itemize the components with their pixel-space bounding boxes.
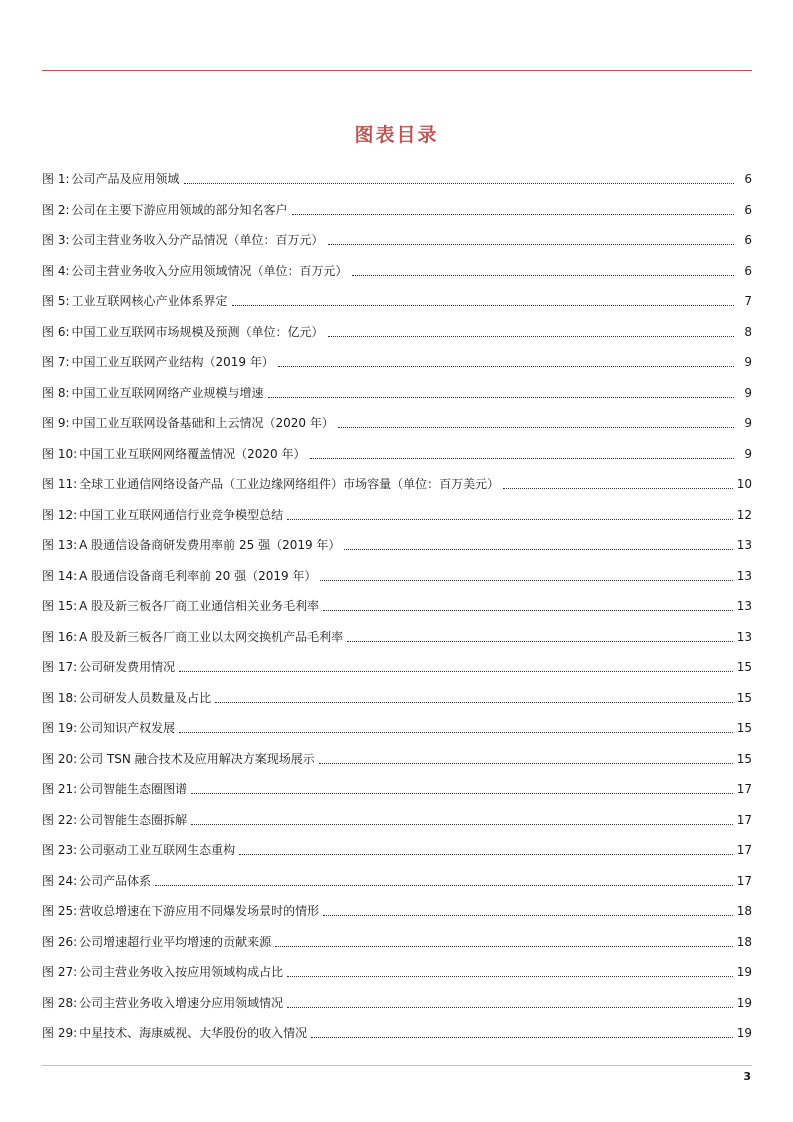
toc-entry-page[interactable]: 9 — [744, 355, 752, 369]
toc-entry[interactable] — [42, 286, 752, 317]
toc-entry-label: 图 22: — [42, 812, 78, 827]
toc-leader-dots — [287, 975, 733, 977]
toc-entry-label: 图 16: — [42, 629, 78, 644]
toc-entry-label: 图 10: — [42, 446, 78, 461]
toc-entry-page[interactable]: 19 — [736, 995, 752, 1010]
toc-leader-dots — [344, 548, 732, 550]
toc-leader-dots — [310, 457, 735, 459]
toc-entry[interactable] — [42, 927, 752, 958]
toc-leader-dots — [215, 701, 733, 703]
toc-entry-title[interactable]: 公司产品体系 — [79, 873, 152, 888]
toc-leader-dots — [328, 335, 734, 337]
toc-entry[interactable] — [42, 805, 752, 836]
toc-entry-page[interactable]: 13 — [736, 568, 752, 583]
toc-leader-dots — [179, 731, 733, 733]
toc-entry[interactable] — [42, 195, 752, 226]
toc-entry[interactable] — [42, 683, 752, 714]
toc-entry-title[interactable]: 中国工业互联网市场规模及预测（单位：亿元） — [71, 324, 324, 339]
toc-entry-title[interactable]: 公司产品及应用领域 — [71, 172, 180, 186]
toc-entry-title[interactable]: A 股通信设备商研发费用率前 25 强（2019 年） — [79, 538, 341, 552]
toc-entry[interactable] — [42, 744, 752, 775]
toc-entry-page[interactable]: 10 — [736, 477, 752, 491]
toc-entry-label: 图 27: — [42, 965, 78, 979]
toc-leader-dots — [239, 853, 733, 855]
toc-entry-label: 图 12: — [42, 507, 78, 522]
toc-leader-dots — [352, 274, 734, 276]
toc-entry-title[interactable]: 公司知识产权发展 — [79, 721, 176, 735]
toc-leader-dots — [292, 213, 734, 215]
toc-leader-dots — [275, 945, 733, 947]
toc-entry[interactable] — [42, 835, 752, 866]
toc-entry-label: 图 19: — [42, 721, 78, 735]
toc-entry-page[interactable]: 17 — [736, 873, 752, 888]
toc-entry-page[interactable]: 18 — [736, 934, 752, 949]
toc-entry[interactable] — [42, 439, 752, 470]
toc-entry-label: 图 1: — [42, 172, 70, 186]
toc-entry-title[interactable]: A 股通信设备商毛利率前 20 强（2019 年） — [79, 568, 317, 583]
toc-entry-label: 图 5: — [42, 294, 70, 308]
toc-entry-page[interactable]: 15 — [736, 751, 752, 766]
toc-leader-dots — [191, 792, 733, 794]
toc-leader-dots — [347, 640, 733, 642]
toc-entry-title[interactable]: 中国工业互联网设备基础和上云情况（2020 年） — [71, 416, 334, 430]
toc-entry[interactable] — [42, 500, 752, 531]
toc-leader-dots — [287, 518, 733, 520]
toc-entry-page[interactable]: 18 — [736, 904, 752, 918]
toc-entry[interactable] — [42, 225, 752, 256]
toc-entry[interactable] — [42, 164, 752, 195]
toc-entry-page[interactable]: 15 — [736, 690, 752, 705]
toc-entry-page[interactable]: 9 — [744, 446, 752, 461]
page-title: 图表目录 — [354, 124, 439, 146]
toc-leader-dots — [268, 396, 734, 398]
toc-entry-label: 图 21: — [42, 782, 78, 796]
toc-entry-title[interactable]: 公司智能生态圈图谱 — [79, 782, 188, 796]
toc-entry-page[interactable]: 7 — [744, 294, 752, 308]
toc-leader-dots — [179, 670, 733, 672]
toc-leader-dots — [311, 1036, 733, 1038]
toc-entry[interactable] — [42, 1018, 752, 1049]
toc-entry-label: 图 23: — [42, 843, 78, 857]
toc-entry-page[interactable]: 15 — [736, 660, 752, 674]
toc-entry-title[interactable]: 公司智能生态圈拆解 — [79, 812, 188, 827]
toc-entry-title[interactable]: 公司主营业务收入分应用领域情况（单位：百万元） — [71, 263, 348, 278]
toc-entry-page[interactable]: 8 — [744, 324, 752, 339]
toc-entry-page[interactable]: 9 — [744, 385, 752, 400]
toc-entry-label: 图 11: — [42, 477, 78, 491]
toc-entry-title[interactable]: 公司 TSN 融合技术及应用解决方案现场展示 — [79, 751, 315, 766]
toc-entry[interactable] — [42, 256, 752, 287]
toc-entry-label: 图 17: — [42, 660, 78, 674]
toc-entry-label: 图 7: — [42, 355, 70, 369]
toc-entry[interactable] — [42, 713, 752, 744]
toc-leader-dots — [184, 182, 734, 184]
toc-entry-page[interactable]: 6 — [744, 172, 752, 186]
toc-entry-label: 图 8: — [42, 385, 70, 400]
toc-entry-label: 图 29: — [42, 1026, 78, 1040]
toc-entry[interactable] — [42, 561, 752, 592]
toc-entry-label: 图 26: — [42, 934, 78, 949]
toc-entry[interactable] — [42, 774, 752, 805]
toc-leader-dots — [503, 487, 733, 489]
toc-leader-dots — [155, 884, 733, 886]
toc-entry-label: 图 3: — [42, 233, 70, 247]
toc-entry-label: 图 13: — [42, 538, 78, 552]
toc-entry-title[interactable]: 公司主营业务收入增速分应用领域情况 — [79, 995, 284, 1010]
toc-entry-page[interactable]: 13 — [736, 599, 752, 613]
footer-rule — [42, 1065, 752, 1066]
toc-entry-label: 图 25: — [42, 904, 78, 918]
toc-entry-title[interactable]: 中国工业互联网网络覆盖情况（2020 年） — [79, 446, 306, 461]
toc-entry-label: 图 24: — [42, 873, 78, 888]
toc-entry-page[interactable]: 15 — [736, 721, 752, 735]
toc-entry-title[interactable]: 公司驱动工业互联网生态重构 — [79, 843, 236, 857]
toc-entry[interactable] — [42, 652, 752, 683]
toc-entry[interactable] — [42, 896, 752, 927]
toc-entry[interactable] — [42, 988, 752, 1019]
toc-entry-label: 图 6: — [42, 324, 70, 339]
toc-leader-dots — [191, 823, 733, 825]
toc-leader-dots — [328, 243, 734, 245]
toc-entry-title[interactable]: A 股及新三板各厂商工业通信相关业务毛利率 — [79, 599, 320, 613]
toc-entry-page[interactable]: 17 — [736, 812, 752, 827]
toc-entry-label: 图 28: — [42, 995, 78, 1010]
toc-entry-page[interactable]: 9 — [744, 416, 752, 430]
toc-entry[interactable] — [42, 622, 752, 653]
toc-leader-dots — [323, 914, 733, 916]
toc-entry-page[interactable]: 17 — [736, 843, 752, 857]
toc-entry-page[interactable]: 19 — [736, 965, 752, 979]
toc-leader-dots — [232, 304, 734, 306]
toc-entry-title[interactable]: 中国工业互联网通信行业竞争模型总结 — [79, 507, 284, 522]
toc-entry-title[interactable]: 公司增速超行业平均增速的贡献来源 — [79, 934, 272, 949]
toc-entry-label: 图 15: — [42, 599, 78, 613]
toc-entry-title[interactable]: 工业互联网核心产业体系界定 — [71, 294, 228, 308]
toc-leader-dots — [278, 365, 734, 367]
toc-entry-label: 图 20: — [42, 751, 78, 766]
toc-entry[interactable] — [42, 530, 752, 561]
toc-entry-label: 图 9: — [42, 416, 70, 430]
toc-leader-dots — [338, 426, 734, 428]
toc-leader-dots — [319, 762, 733, 764]
page-number: 3 — [743, 1070, 751, 1083]
toc-entry-title[interactable]: 中国工业互联网产业结构（2019 年） — [71, 355, 274, 369]
toc-entry[interactable] — [42, 866, 752, 897]
toc-entry-title[interactable]: 全球工业通信网络设备产品（工业边缘网络组件）市场容量（单位：百万美元） — [79, 477, 500, 491]
toc-leader-dots — [287, 1006, 733, 1008]
toc-entry-label: 图 18: — [42, 690, 78, 705]
toc-entry-page[interactable]: 13 — [736, 629, 752, 644]
toc-entry-page[interactable]: 19 — [736, 1026, 752, 1040]
toc-entry-title[interactable]: 公司研发费用情况 — [79, 660, 176, 674]
toc-entry-title[interactable]: 公司主营业务收入分产品情况（单位：百万元） — [71, 233, 324, 247]
toc-entry-page[interactable]: 6 — [744, 263, 752, 278]
toc-entry-title[interactable]: 营收总增速在下游应用不同爆发场景时的情形 — [79, 904, 320, 918]
toc-entry[interactable] — [42, 317, 752, 348]
toc-entry-page[interactable]: 6 — [744, 202, 752, 217]
toc-entry-page[interactable]: 17 — [736, 782, 752, 796]
toc-entry-page[interactable]: 13 — [736, 538, 752, 552]
toc-entry-title[interactable]: 中国工业互联网网络产业规模与增速 — [71, 385, 264, 400]
toc-entry-label: 图 4: — [42, 263, 70, 278]
header-rule — [42, 70, 752, 71]
toc-entry-page[interactable]: 12 — [736, 507, 752, 522]
toc-entry[interactable] — [42, 408, 752, 439]
toc-entry-title[interactable]: 公司在主要下游应用领域的部分知名客户 — [71, 202, 288, 217]
toc-entry-label: 图 2: — [42, 202, 70, 217]
toc-entry[interactable] — [42, 957, 752, 988]
toc-entry[interactable] — [42, 469, 752, 500]
toc-leader-dots — [323, 609, 733, 611]
toc-entry[interactable] — [42, 347, 752, 378]
toc-entry[interactable] — [42, 378, 752, 409]
toc-leader-dots — [320, 579, 732, 581]
toc-entry-title[interactable]: 公司主营业务收入按应用领域构成占比 — [79, 965, 284, 979]
toc-entry-title[interactable]: 公司研发人员数量及占比 — [79, 690, 212, 705]
toc-entry-page[interactable]: 6 — [744, 233, 752, 247]
toc-entry-title[interactable]: 中星技术、海康威视、大华股份的收入情况 — [79, 1026, 308, 1040]
toc-entry-title[interactable]: A 股及新三板各厂商工业以太网交换机产品毛利率 — [79, 629, 344, 644]
toc-entry[interactable] — [42, 591, 752, 622]
toc-entry-label: 图 14: — [42, 568, 78, 583]
figure-toc-list — [42, 164, 752, 1049]
